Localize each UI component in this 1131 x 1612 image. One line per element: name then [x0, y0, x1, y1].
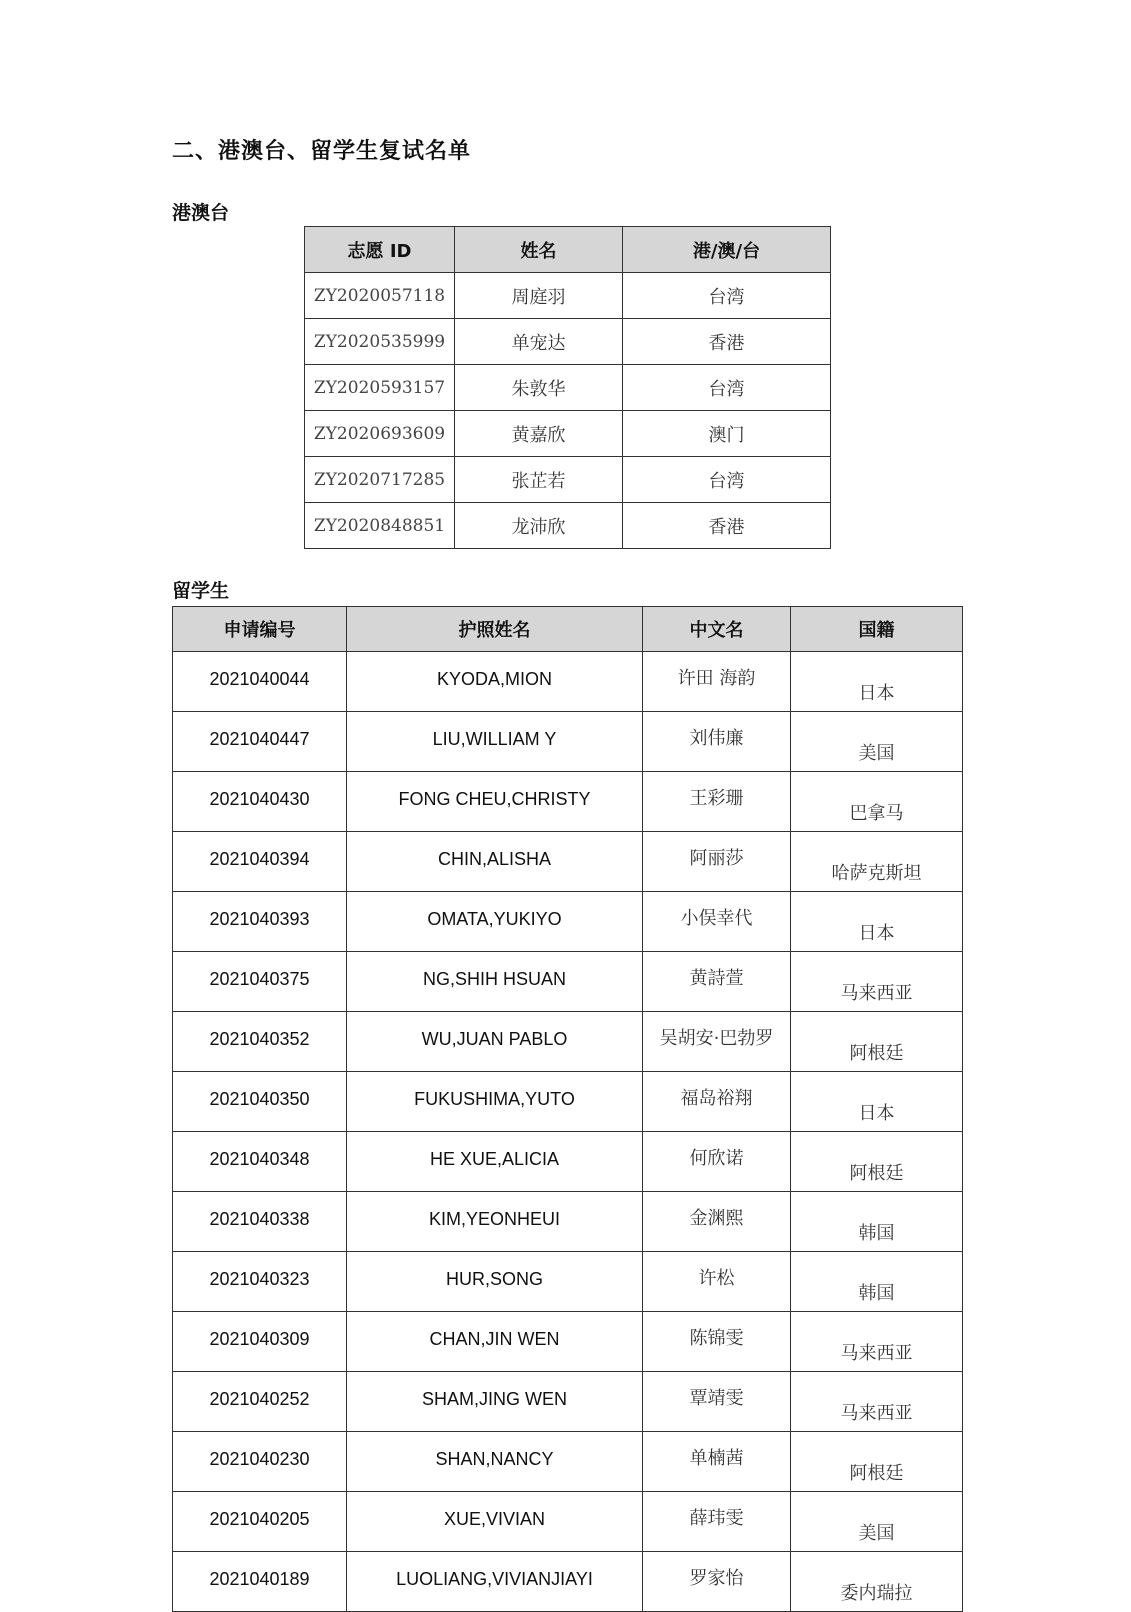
header-volunteer-id: 志愿 ID — [305, 227, 455, 273]
application-no-cell: 2021040394 — [173, 832, 347, 892]
nationality-cell: 美国 — [791, 1492, 963, 1552]
table-row — [173, 1012, 963, 1072]
region-cell: 台湾 — [623, 457, 831, 503]
application-no-cell: 2021040230 — [173, 1432, 347, 1492]
header-name: 姓名 — [455, 227, 623, 273]
passport-name-cell: XUE,VIVIAN — [347, 1492, 643, 1552]
table-row — [173, 1252, 963, 1312]
volunteer-id-cell: ZY2020535999 — [305, 319, 455, 365]
header-region: 港/澳/台 — [623, 227, 831, 273]
name-cell: 张芷若 — [455, 457, 623, 503]
table-row — [173, 1552, 963, 1612]
table-row — [173, 1132, 963, 1192]
chinese-name-cell: 陈锦雯 — [643, 1312, 791, 1372]
table-row — [305, 457, 831, 503]
name-cell: 周庭羽 — [455, 273, 623, 319]
passport-name-cell: NG,SHIH HSUAN — [347, 952, 643, 1012]
passport-name-cell: KYODA,MION — [347, 652, 643, 712]
passport-name-cell: SHAN,NANCY — [347, 1432, 643, 1492]
region-cell: 香港 — [623, 319, 831, 365]
volunteer-id-cell: ZY2020593157 — [305, 365, 455, 411]
nationality-cell: 阿根廷 — [791, 1132, 963, 1192]
table-row — [305, 319, 831, 365]
passport-name-cell: SHAM,JING WEN — [347, 1372, 643, 1432]
table-row — [305, 365, 831, 411]
chinese-name-cell: 何欣诺 — [643, 1132, 791, 1192]
nationality-cell: 马来西亚 — [791, 952, 963, 1012]
passport-name-cell: CHAN,JIN WEN — [347, 1312, 643, 1372]
table-header-row — [305, 227, 831, 273]
nationality-cell: 美国 — [791, 712, 963, 772]
nationality-cell: 日本 — [791, 652, 963, 712]
application-no-cell: 2021040044 — [173, 652, 347, 712]
application-no-cell: 2021040323 — [173, 1252, 347, 1312]
section-title-hmt: 港澳台 — [172, 202, 230, 224]
header-application-no: 申请编号 — [173, 607, 347, 652]
chinese-name-cell: 罗家怡 — [643, 1552, 791, 1612]
name-cell: 单宠达 — [455, 319, 623, 365]
passport-name-cell: FONG CHEU,CHRISTY — [347, 772, 643, 832]
table-row — [173, 952, 963, 1012]
nationality-cell: 马来西亚 — [791, 1372, 963, 1432]
chinese-name-cell: 福岛裕翔 — [643, 1072, 791, 1132]
application-no-cell: 2021040309 — [173, 1312, 347, 1372]
passport-name-cell: CHIN,ALISHA — [347, 832, 643, 892]
chinese-name-cell: 王彩珊 — [643, 772, 791, 832]
passport-name-cell: FUKUSHIMA,YUTO — [347, 1072, 643, 1132]
passport-name-cell: OMATA,YUKIYO — [347, 892, 643, 952]
table-row — [173, 1432, 963, 1492]
volunteer-id-cell: ZY2020848851 — [305, 503, 455, 549]
passport-name-cell: HUR,SONG — [347, 1252, 643, 1312]
passport-name-cell: WU,JUAN PABLO — [347, 1012, 643, 1072]
nationality-cell: 韩国 — [791, 1192, 963, 1252]
nationality-cell: 韩国 — [791, 1252, 963, 1312]
table-row — [173, 1192, 963, 1252]
chinese-name-cell: 黄詩萱 — [643, 952, 791, 1012]
nationality-cell: 日本 — [791, 1072, 963, 1132]
volunteer-id-cell: ZY2020057118 — [305, 273, 455, 319]
table-row — [305, 273, 831, 319]
table-row — [305, 503, 831, 549]
table-row — [173, 1312, 963, 1372]
region-cell: 澳门 — [623, 411, 831, 457]
header-chinese-name: 中文名 — [643, 607, 791, 652]
header-nationality: 国籍 — [791, 607, 963, 652]
application-no-cell: 2021040375 — [173, 952, 347, 1012]
page-title: 二、港澳台、留学生复试名单 — [172, 139, 472, 164]
chinese-name-cell: 阿丽莎 — [643, 832, 791, 892]
region-cell: 台湾 — [623, 365, 831, 411]
section-title-intl: 留学生 — [172, 580, 230, 602]
table-row — [173, 892, 963, 952]
table-row — [173, 652, 963, 712]
nationality-cell: 日本 — [791, 892, 963, 952]
application-no-cell: 2021040430 — [173, 772, 347, 832]
name-cell: 黄嘉欣 — [455, 411, 623, 457]
application-no-cell: 2021040252 — [173, 1372, 347, 1432]
table-row — [173, 1072, 963, 1132]
chinese-name-cell: 单楠茜 — [643, 1432, 791, 1492]
application-no-cell: 2021040338 — [173, 1192, 347, 1252]
table-row — [305, 411, 831, 457]
volunteer-id-cell: ZY2020693609 — [305, 411, 455, 457]
header-passport-name: 护照姓名 — [347, 607, 643, 652]
application-no-cell: 2021040447 — [173, 712, 347, 772]
table-header-row — [173, 607, 963, 652]
chinese-name-cell: 小俣幸代 — [643, 892, 791, 952]
volunteer-id-cell: ZY2020717285 — [305, 457, 455, 503]
chinese-name-cell: 金渊熙 — [643, 1192, 791, 1252]
passport-name-cell: HE XUE,ALICIA — [347, 1132, 643, 1192]
nationality-cell: 巴拿马 — [791, 772, 963, 832]
table-row — [173, 1492, 963, 1552]
application-no-cell: 2021040393 — [173, 892, 347, 952]
application-no-cell: 2021040205 — [173, 1492, 347, 1552]
chinese-name-cell: 许松 — [643, 1252, 791, 1312]
application-no-cell: 2021040352 — [173, 1012, 347, 1072]
nationality-cell: 马来西亚 — [791, 1312, 963, 1372]
application-no-cell: 2021040348 — [173, 1132, 347, 1192]
intl-table — [172, 606, 963, 1612]
chinese-name-cell: 吴胡安·巴勃罗 — [643, 1012, 791, 1072]
nationality-cell: 哈萨克斯坦 — [791, 832, 963, 892]
nationality-cell: 阿根廷 — [791, 1432, 963, 1492]
application-no-cell: 2021040350 — [173, 1072, 347, 1132]
name-cell: 龙沛欣 — [455, 503, 623, 549]
hmt-table — [304, 226, 831, 549]
region-cell: 香港 — [623, 503, 831, 549]
application-no-cell: 2021040189 — [173, 1552, 347, 1612]
passport-name-cell: KIM,YEONHEUI — [347, 1192, 643, 1252]
passport-name-cell: LIU,WILLIAM Y — [347, 712, 643, 772]
region-cell: 台湾 — [623, 273, 831, 319]
table-row — [173, 772, 963, 832]
nationality-cell: 委内瑞拉 — [791, 1552, 963, 1612]
chinese-name-cell: 刘伟廉 — [643, 712, 791, 772]
table-row — [173, 832, 963, 892]
chinese-name-cell: 薛玮雯 — [643, 1492, 791, 1552]
name-cell: 朱敦华 — [455, 365, 623, 411]
table-row — [173, 1372, 963, 1432]
passport-name-cell: LUOLIANG,VIVIANJIAYI — [347, 1552, 643, 1612]
chinese-name-cell: 许田 海韵 — [643, 652, 791, 712]
nationality-cell: 阿根廷 — [791, 1012, 963, 1072]
chinese-name-cell: 覃靖雯 — [643, 1372, 791, 1432]
table-row — [173, 712, 963, 772]
